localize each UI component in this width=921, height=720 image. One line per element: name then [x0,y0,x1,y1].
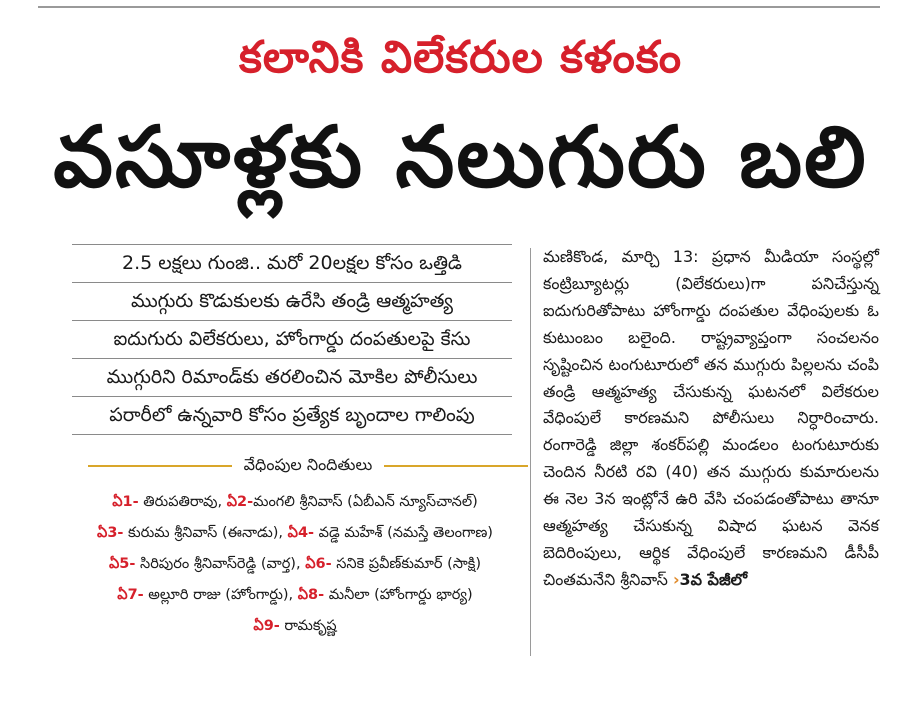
highlight-item: ఐదుగురు విలేకరులు, హోంగార్డు దంపతులపై కేసు [72,321,512,359]
accused-name: వడ్డె మహేశ్ (నమస్తే తెలంగాణ) [314,525,493,541]
accused-list [0,487,590,642]
continued-page-link[interactable]: 3వ పేజీలో [679,569,748,589]
accused-name: మనీలా (హోంగార్డు భార్య) [324,587,473,603]
highlight-item: ముగ్గురు కొడుకులకు ఉరేసి తండ్రి ఆత్మహత్య [72,283,512,321]
kicker-headline: కలానికి విలేకరుల కళంకం [238,32,683,83]
accused-number: ఏ1- [112,494,139,510]
accused-row [0,518,590,549]
accused-number: ఏ3- [97,525,124,541]
accused-name: సనికె ప్రవీణ్‌కుమార్ (సాక్షి) [331,556,481,572]
accused-name: సిరిపురం శ్రీనివాస్‌రెడ్డి (వార్త), [135,556,306,572]
accused-name: మంగలి శ్రీనివాస్ (ఏబీఎన్ న్యూస్‌చానల్) [253,494,478,510]
column-divider [530,248,531,656]
highlight-item: ముగ్గురిని రిమాండ్‌కు తరలించిన మోకిల పోలీసులు [72,359,512,397]
continued-arrow-icon: › [672,569,680,589]
accused-number: ఏ7- [117,587,144,603]
main-headline: వసూళ్లకు నలుగురు బలి [53,108,868,206]
accused-row [0,487,590,518]
story-paragraph [543,244,879,594]
accused-heading [88,451,528,481]
accused-number: ఏ2- [226,494,254,510]
story-body: మణికొండ, మార్చి 13: ప్రధాన మీడియా సంస్థల్లో కంట్రిబ్యూటర్లు (విలేకరులు)గా పనిచేస్తున్న ఐదుగురితోపాటు హోంగార్డు దంపతుల వేధింపులకు ఓ కుటుంబం బలైంది. రాష్ట్రవ్యాప్తంగా సంచలనం సృష్టించిన టంగుటూరులో తన ముగ్గురు పిల్లలను చంపి తండ్రి ఆత్మహత్య చేసుకున్న ఘటనలో విలేకరుల వేధింపులే కారణమని పోలీసులు నిర్ధారించారు. రంగారెడ్డి జిల్లా శంకర్‌పల్లి మండలం టంగుటూరుకు చెందిన నీరటి రవి (40) తన ముగ్గురు కుమారులను ఈ నెల 3న ఇంట్లోనే ఉరి వేసి చంపడంతోపాటు తానూ ఆత్మహత్య చేసుకున్న విషాద ఘటన వెనక బెదిరింపులు, ఆర్థిక వేధింపులే కారణమని డీసీపీ చింతమనేని శ్రీనివాస్ [543,247,879,589]
accused-name: రామకృష్ణ [279,618,337,634]
accused-name: కురుమ శ్రీనివాస్ (ఈనాడు), [123,525,288,541]
accused-number: ఏ8- [297,587,325,603]
accused-number: ఏ9- [253,618,280,634]
highlight-item: 2.5 లక్షలు గుంజి.. మరో 20లక్షల కోసం ఒత్తిడి [72,244,512,283]
accused-name: తిరుపతిరావు, [138,494,227,510]
accused-number: ఏ4- [287,525,315,541]
story-column [543,244,879,594]
heading-rule-left [88,465,232,467]
accused-name: అల్లూరి రాజు (హోంగార్డు), [143,587,298,603]
top-rule [38,6,880,8]
accused-row [0,580,590,611]
accused-title: వేధింపుల నిందితులు [243,454,373,474]
accused-row [0,549,590,580]
accused-row [0,611,590,642]
highlights-list [72,244,512,435]
accused-number: ఏ5- [109,556,136,572]
accused-number: ఏ6- [305,556,332,572]
heading-rule-right [384,465,528,467]
highlight-item: పరారీలో ఉన్నవారి కోసం ప్రత్యేక బృందాల గాలింపు [72,397,512,435]
